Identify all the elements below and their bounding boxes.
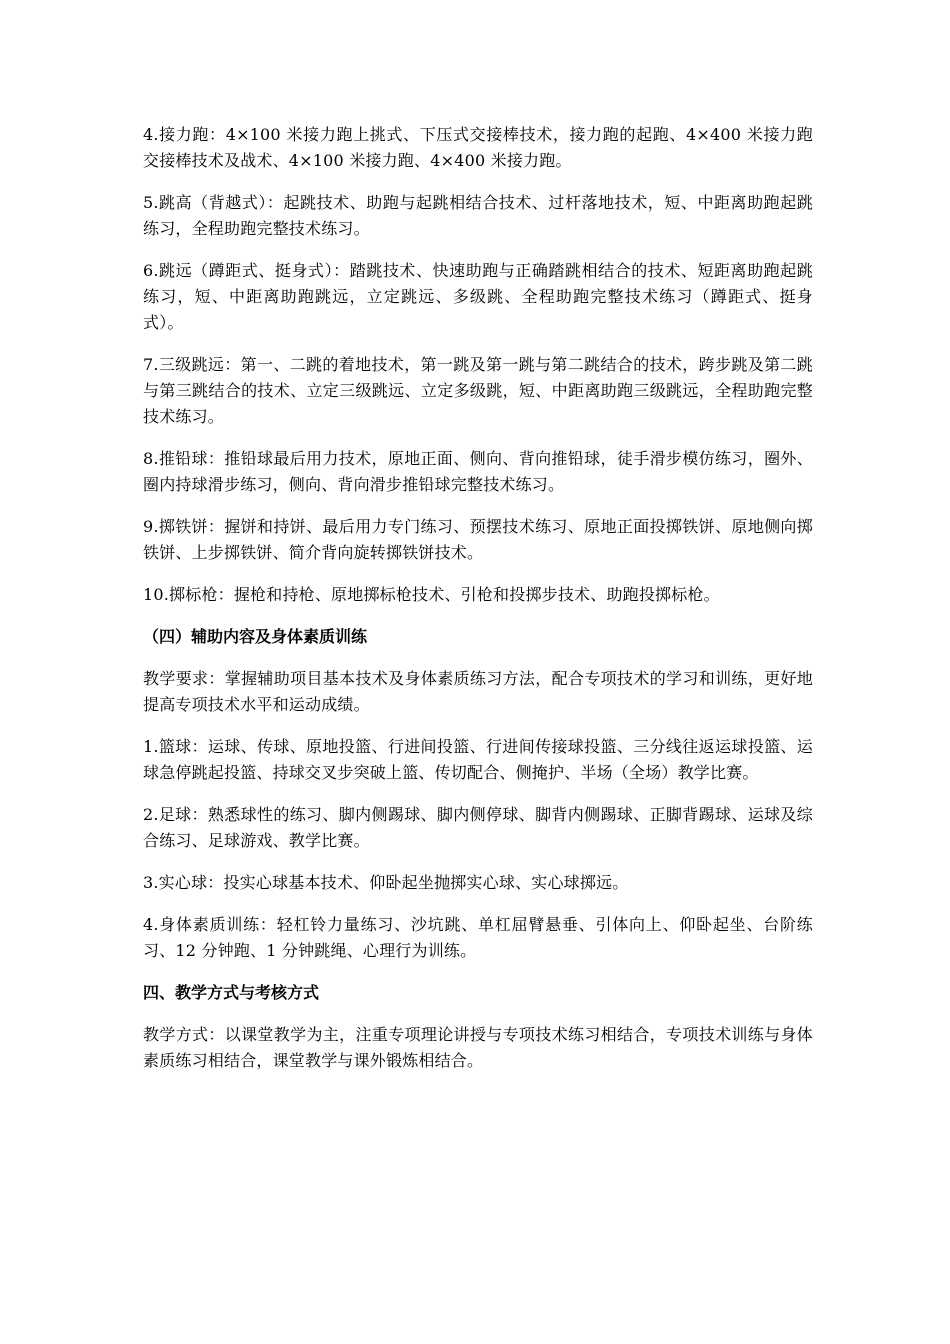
fitness-training-item: 4.身体素质训练：轻杠铃力量练习、沙坑跳、单杠屈臂悬垂、引体向上、仰卧起坐、台阶练习、12 分钟跑、1 分钟跳绳、心理行为训练。 <box>143 915 813 960</box>
teaching-method: 教学方式：以课堂教学为主，注重专项理论讲授与专项技术练习相结合，专项技术训练与身体素质练习相结合，课堂教学与课外锻炼相结合。 <box>143 1025 813 1070</box>
subsection-heading: （四）辅助内容及身体素质训练 <box>143 627 368 646</box>
basketball-item: 1.篮球：运球、传球、原地投篮、行进间投篮、行进间传接球投篮、三分线往返运球投篮、运球急停跳起投篮、持球交叉步突破上篮、传切配合、侧掩护、半场（全场）教学比赛。 <box>143 737 813 782</box>
javelin-item: 10.掷标枪：握枪和持枪、原地掷标枪技术、引枪和投掷步技术、助跑投掷标枪。 <box>143 585 720 604</box>
discus-item: 9.掷铁饼：握饼和持饼、最后用力专门练习、预摆技术练习、原地正面投掷铁饼、原地侧向掷铁饼、上步掷铁饼、简介背向旋转掷铁饼技术。 <box>143 517 813 562</box>
section-heading: 四、教学方式与考核方式 <box>143 983 320 1002</box>
teaching-requirement: 教学要求：掌握辅助项目基本技术及身体素质练习方法，配合专项技术的学习和训练，更好地提高专项技术水平和运动成绩。 <box>143 669 813 714</box>
document-body <box>143 122 813 1090</box>
high-jump-item: 5.跳高（背越式）：起跳技术、助跑与起跳相结合技术、过杆落地技术，短、中距离助跑起跳练习，全程助跑完整技术练习。 <box>143 193 813 238</box>
medicine-ball-item: 3.实心球：投实心球基本技术、仰卧起坐抛掷实心球、实心球掷远。 <box>143 873 629 892</box>
football-item: 2.足球：熟悉球性的练习、脚内侧踢球、脚内侧停球、脚背内侧踢球、正脚背踢球、运球及综合练习、足球游戏、教学比赛。 <box>143 805 813 850</box>
shot-put-item: 8.推铅球：推铅球最后用力技术，原地正面、侧向、背向推铅球，徒手滑步模仿练习，圈外、圈内持球滑步练习，侧向、背向滑步推铅球完整技术练习。 <box>143 449 813 494</box>
relay-race-item: 4.接力跑：4×100 米接力跑上挑式、下压式交接棒技术，接力跑的起跑、4×400 米接力跑交接棒技术及战术、4×100 米接力跑、4×400 米接力跑。 <box>143 125 813 170</box>
triple-jump-item: 7.三级跳远：第一、二跳的着地技术，第一跳及第一跳与第二跳结合的技术，跨步跳及第二跳与第三跳结合的技术、立定三级跳远、立定多级跳，短、中距离助跑三级跳远，全程助跑完整技术练习。 <box>143 355 813 426</box>
long-jump-item: 6.跳远（蹲距式、挺身式）：踏跳技术、快速助跑与正确踏跳相结合的技术、短距离助跑起跳练习，短、中距离助跑跳远，立定跳远、多级跳、全程助跑完整技术练习（蹲距式、挺身式）。 <box>143 261 813 332</box>
